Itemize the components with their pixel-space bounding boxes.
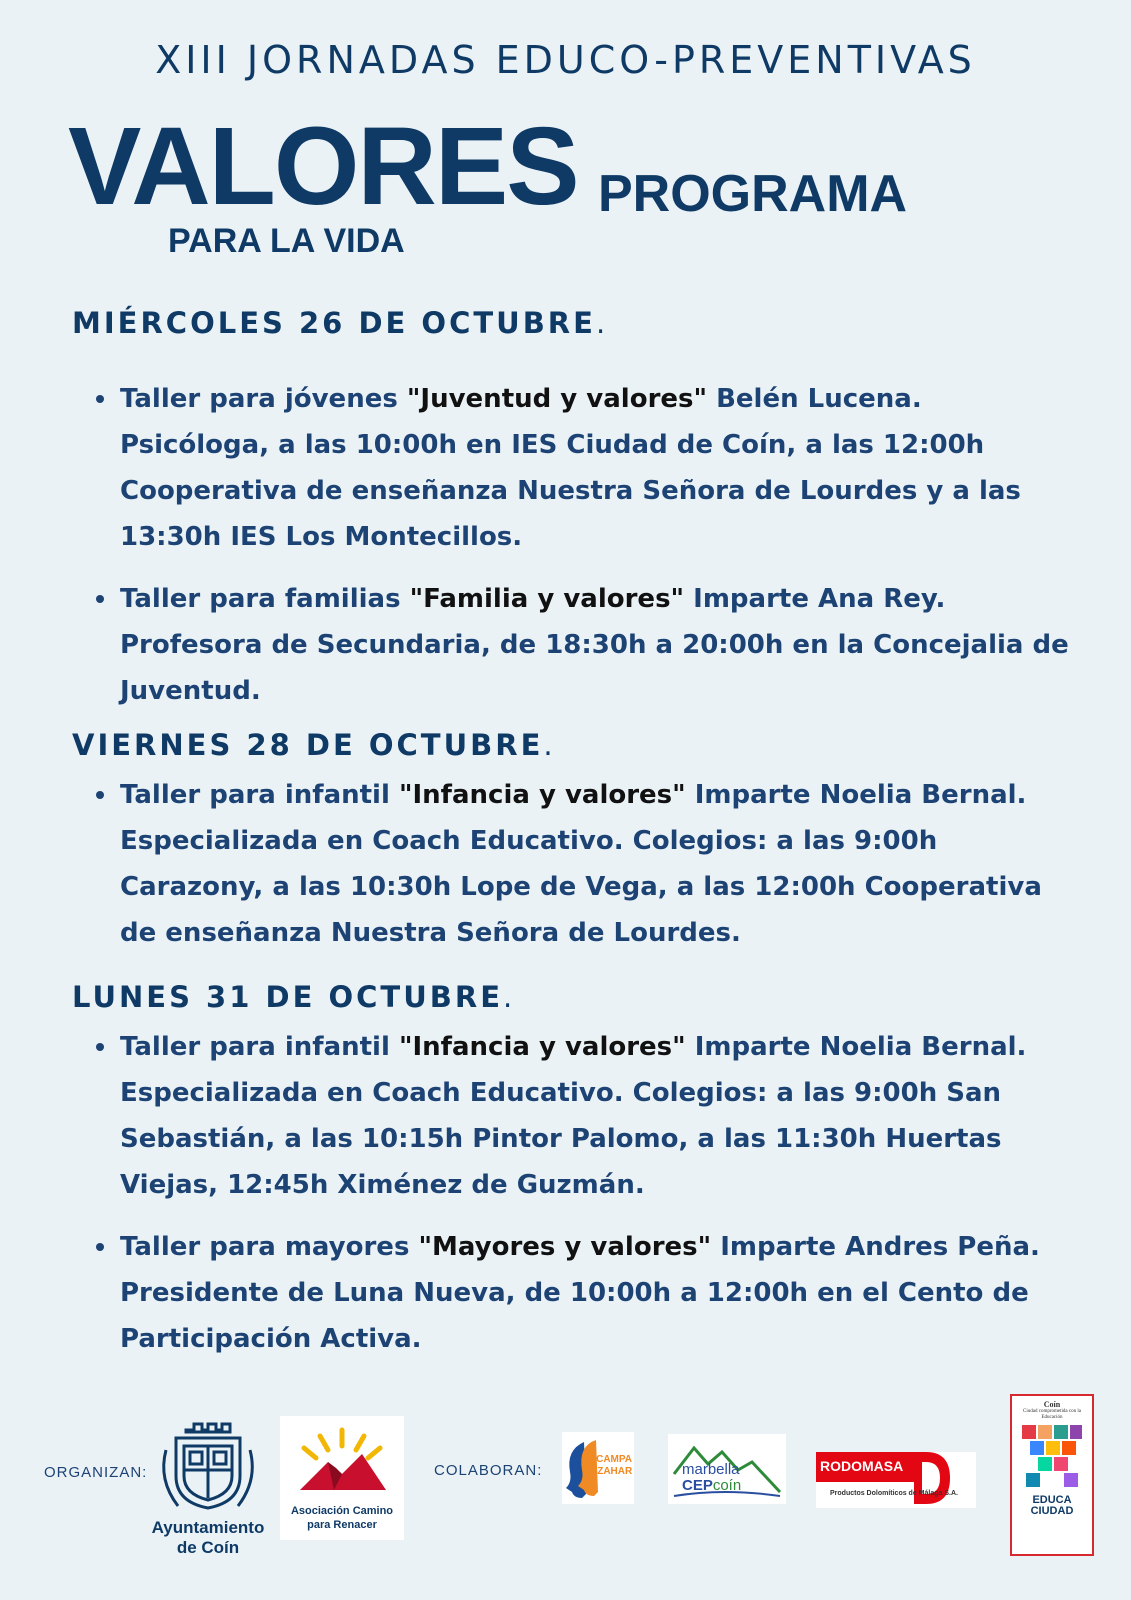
ayuntamiento-logo: Ayuntamiento de Coín (146, 1418, 270, 1558)
day-heading: VIERNES 28 DE OCTUBRE. (72, 728, 553, 762)
workshop-title: "Infancia y valores" (398, 1032, 686, 1062)
list-item: Taller para infantil "Infancia y valores" Imparte Noelia Bernal. Especializada en Coach Educativo. Colegios: a las 9:00h Carazony, a las 10:30h Lope de Vega, a las 12:00h Cooperativa de enseñanza Nuestra Señora de Lourdes. (72, 772, 1072, 956)
organizan-label: ORGANIZAN: (44, 1464, 148, 1481)
day-section-1 (72, 306, 1072, 714)
colaboran-label: COLABORAN: (434, 1462, 543, 1479)
asociacion-camino-logo: Asociación Camino para Renacer (280, 1416, 404, 1540)
coat-of-arms-icon (146, 1418, 270, 1514)
day-section-3 (72, 980, 1072, 1362)
sun-mountain-icon (280, 1416, 404, 1500)
workshop-list (72, 376, 1072, 714)
marbella-cep-logo: marbella CEPcoín (668, 1434, 786, 1504)
supertitle: XIII JORNADAS EDUCO-PREVENTIVAS (155, 38, 976, 82)
workshop-title: "Mayores y valores" (418, 1232, 712, 1262)
list-item: Taller para infantil "Infancia y valores" Imparte Noelia Bernal. Especializada en Coach Educativo. Colegios: a las 9:00h San Sebastián, a las 10:15h Pintor Palomo, a las 11:30h Huertas Viejas, 12:45h Ximénez de Guzmán. (72, 1024, 1072, 1208)
programa-heading: PROGRAMA (598, 165, 908, 223)
rodomasa-logo: RODOMASA Productos Dolomíticos de Málaga S.A. (816, 1452, 976, 1508)
main-title: VALORES (68, 105, 578, 228)
fcampa-azahar-logo: FCAMPA AZAHAR (562, 1432, 634, 1504)
colorful-figure-icon (1012, 1421, 1092, 1491)
rodomasa-d-icon (914, 1452, 954, 1508)
list-item: Taller para familias "Familia y valores" Imparte Ana Rey. Profesora de Secundaria, de 18:30h a 20:00h en la Concejalia de Juventud. (72, 576, 1072, 714)
day-section-2 (72, 728, 1072, 956)
day-heading: MIÉRCOLES 26 DE OCTUBRE. (72, 306, 606, 340)
educa-ciudad-logo: Coín Ciudad comprometida con la Educación EDUCA CIUDAD (1010, 1394, 1094, 1556)
workshop-list (72, 1024, 1072, 1362)
workshop-title: "Juventud y valores" (406, 384, 708, 414)
list-item: Taller para jóvenes "Juventud y valores" Belén Lucena. Psicóloga, a las 10:00h en IES Ciudad de Coín, a las 12:00h Cooperativa de enseñanza Nuestra Señora de Lourdes y a las 13:30h IES Los Montecillos. (72, 376, 1072, 560)
day-heading: LUNES 31 DE OCTUBRE. (72, 980, 513, 1014)
main-subtitle: PARA LA VIDA (168, 222, 405, 260)
list-item: Taller para mayores "Mayores y valores" Imparte Andres Peña. Presidente de Luna Nueva, de 10:00h a 12:00h en el Cento de Participación Activa. (72, 1224, 1072, 1362)
workshop-title: "Infancia y valores" (398, 780, 686, 810)
workshop-list (72, 772, 1072, 956)
workshop-title: "Familia y valores" (409, 584, 685, 614)
